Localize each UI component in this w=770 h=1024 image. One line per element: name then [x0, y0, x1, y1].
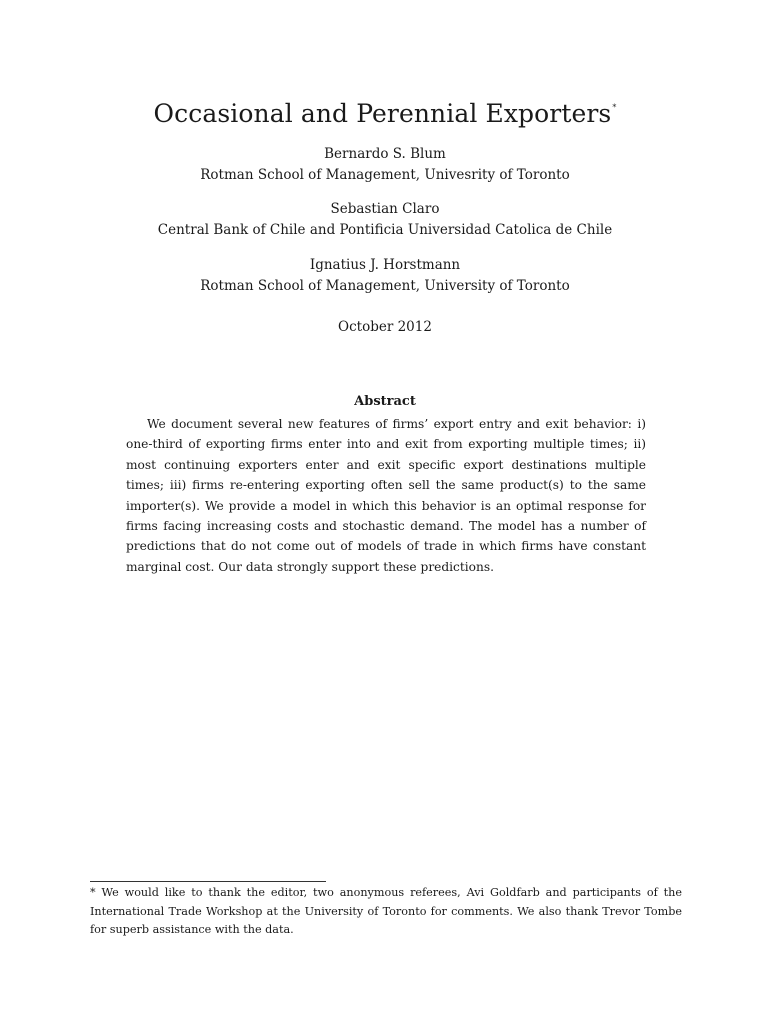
author-name: Bernardo S. Blum: [324, 146, 446, 162]
author-name: Sebastian Claro: [330, 201, 440, 217]
author-block-2: [0, 199, 770, 241]
abstract-text: We document several new features of firms’ export entry and exit behavior: i) one-third of exporting firms enter into and exit from exporting multiple times; ii) most continuing exporters enter and exit specific export destinations multiple times; iii) firms re-entering exporting often sell the same product(s) to the same importer(s). We provide a model in which this behavior is an optimal response for firms facing increasing costs and stochastic demand. The model has a number of predictions that do not come out of models of trade in which firms have constant marginal cost. Our data strongly support these predictions.: [126, 417, 646, 574]
footnote-text: We would like to thank the editor, two anonymous referees, Avi Goldfarb and participants of the International Trade Workshop at the University of Toronto for comments. We also thank Trevor Tombe for superb assistance with the data.: [90, 886, 682, 936]
author-block-1: [0, 144, 770, 186]
footnote-divider: [90, 881, 326, 882]
author-name: Ignatius J. Horstmann: [309, 257, 461, 273]
abstract-heading: Abstract: [354, 394, 416, 409]
author-affiliation: Central Bank of Chile and Pontificia Universidad Catolica de Chile: [157, 222, 613, 238]
author-affiliation: Rotman School of Management, University of Toronto: [200, 278, 570, 294]
title-footnote-marker: *: [612, 103, 617, 112]
footnote-marker: *: [90, 886, 96, 899]
author-block-3: [0, 255, 770, 297]
footnote: [90, 884, 682, 940]
paper-title: [0, 92, 770, 130]
paper-title-text: Occasional and Perennial Exporters: [153, 99, 612, 128]
paper-date: October 2012: [338, 319, 432, 335]
author-affiliation: Rotman School of Management, Univesrity of Toronto: [200, 167, 570, 183]
